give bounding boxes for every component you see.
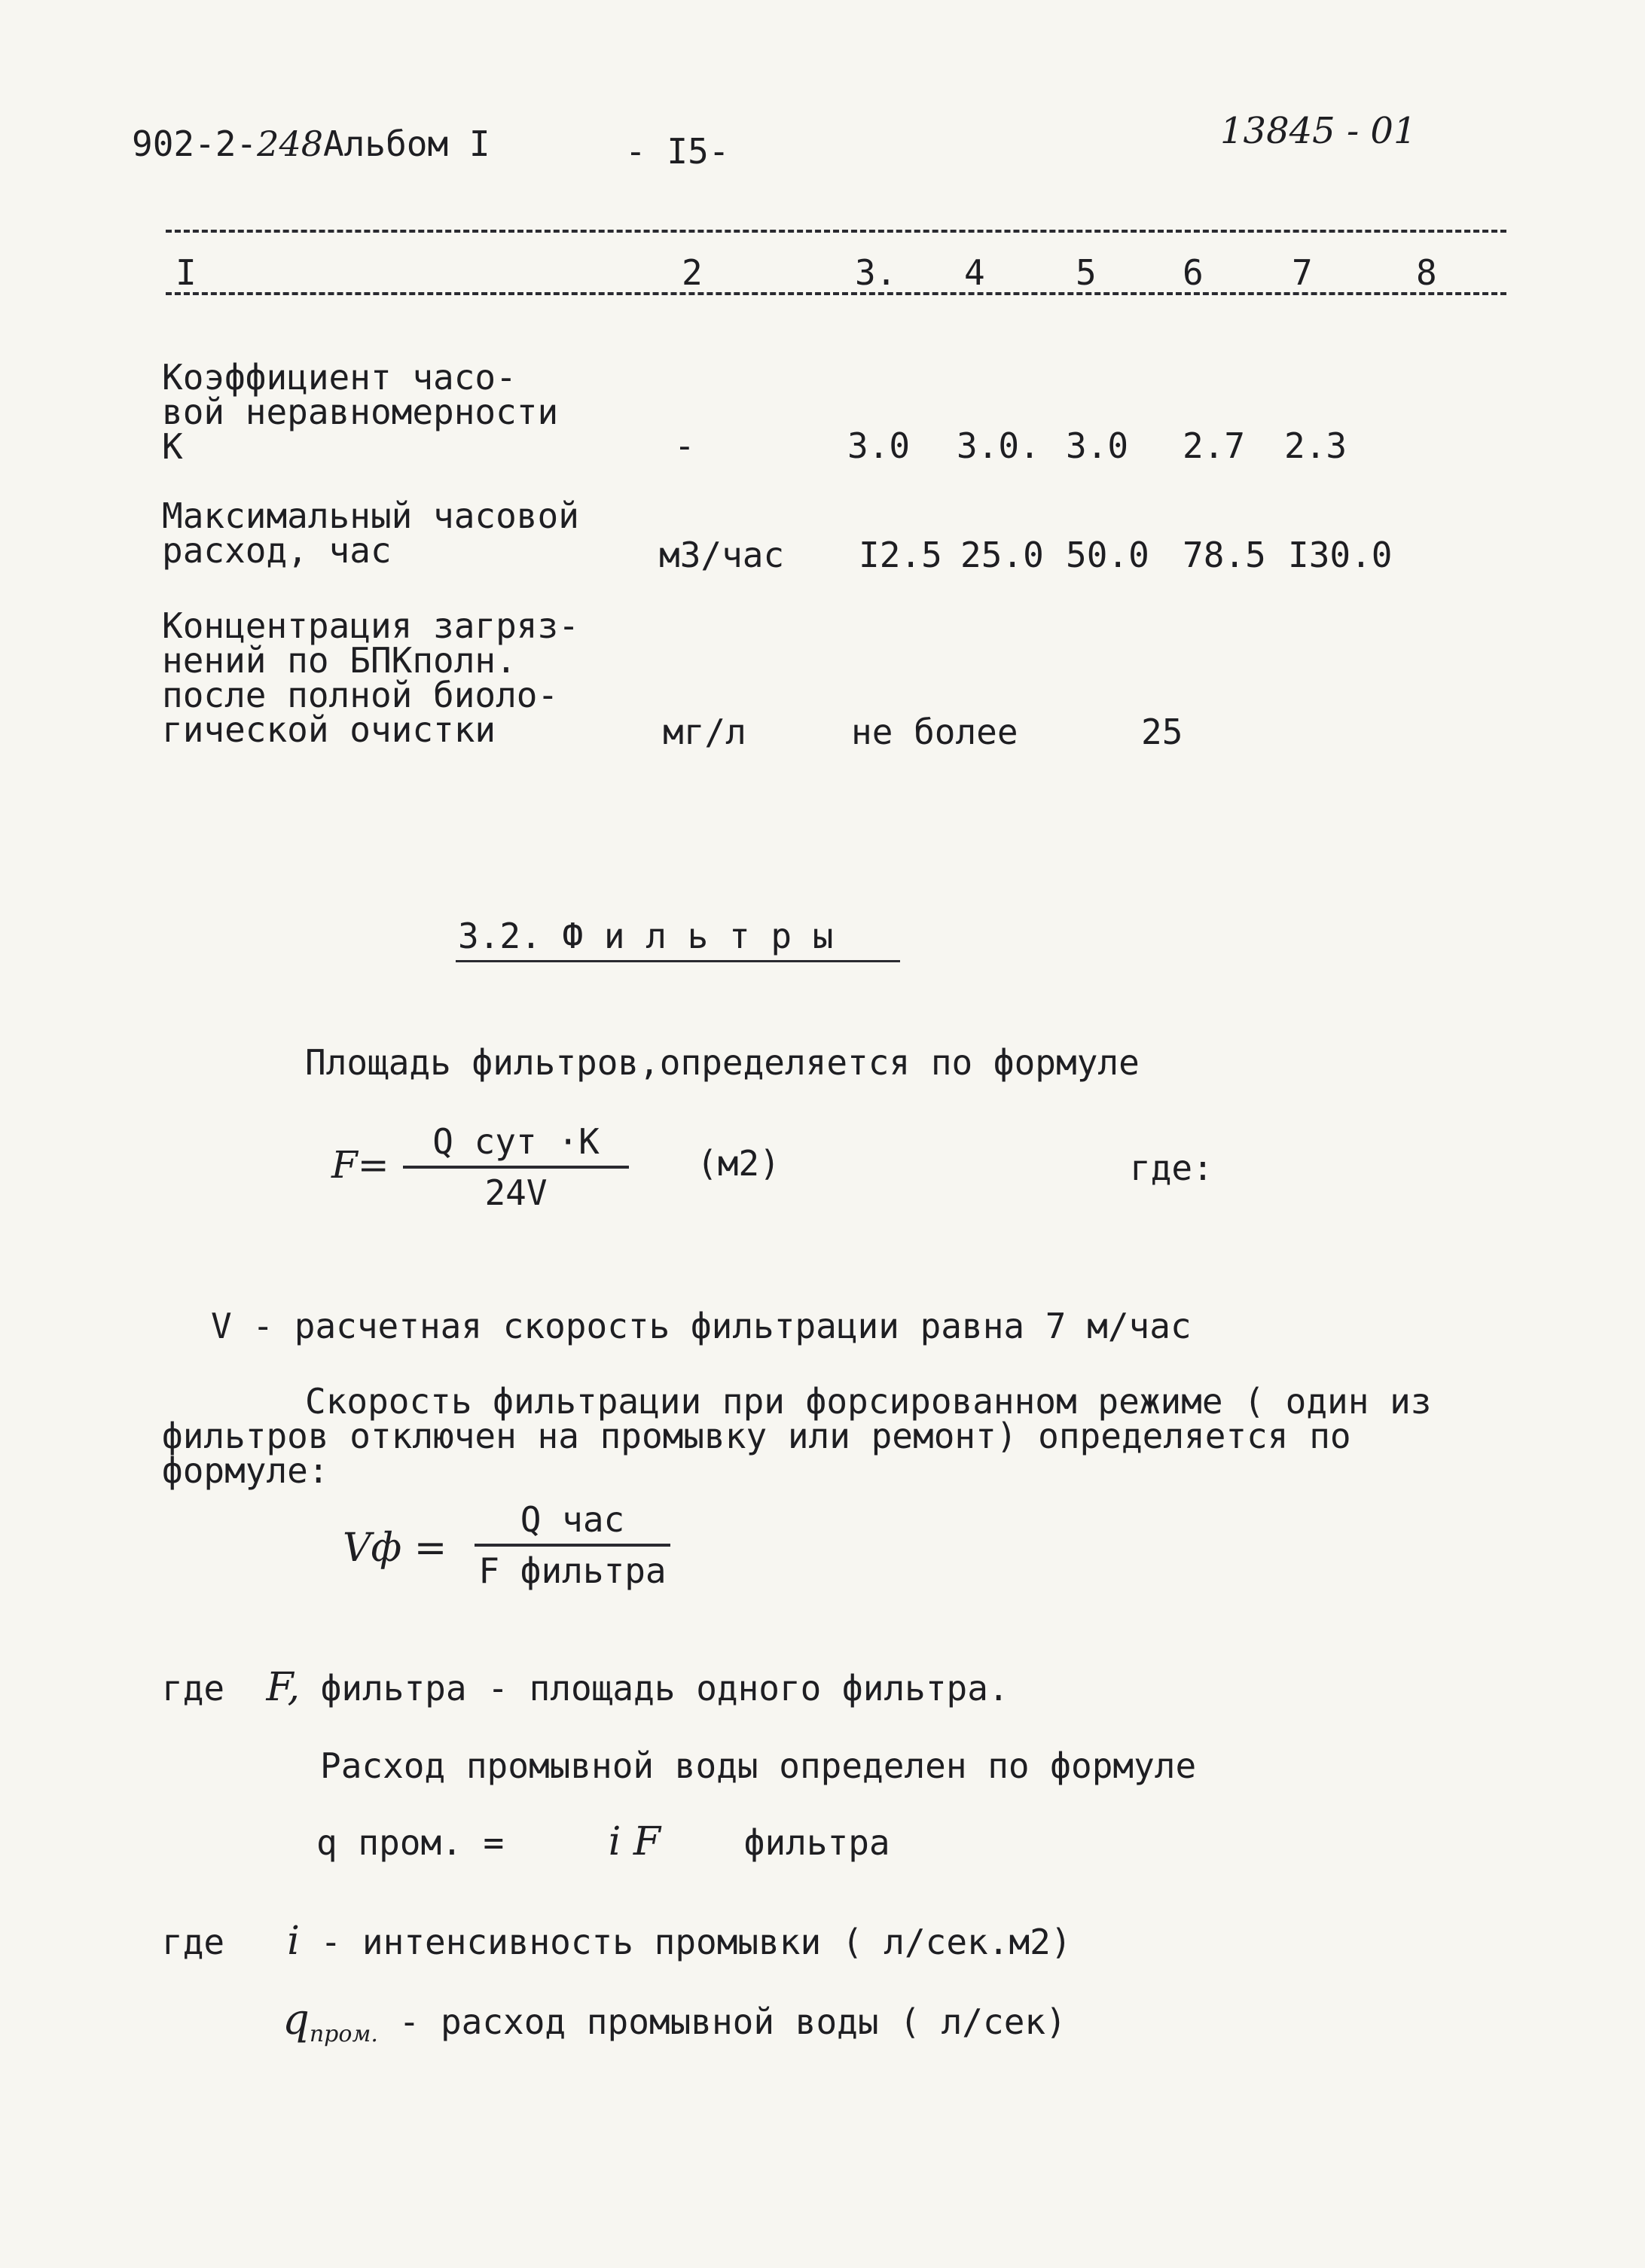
f-definition xyxy=(162,1665,1009,1710)
forced-paragraph-line-2: фильтров отключен на промывку или ремонт) определяется по xyxy=(162,1416,1351,1456)
row-1-value: 3.0. xyxy=(957,425,1040,466)
i-definition-rest: - интенсивность промывки ( л/сек.м2) xyxy=(320,1922,1072,1962)
column-number-6: 6 xyxy=(1183,252,1204,293)
formula-3-suffix: фильтра xyxy=(743,1822,890,1863)
row-2-value: 78.5 xyxy=(1183,535,1266,575)
column-number-7: 7 xyxy=(1292,252,1313,293)
row-3-label-line: нений по БПКполн. xyxy=(162,640,517,681)
section-title: 3.2. Ф и л ь т р ы xyxy=(458,916,834,956)
row-1-label-line: вой неравномерности xyxy=(162,392,559,432)
document-code xyxy=(132,123,490,164)
document-code-handwritten: 248 xyxy=(257,123,323,164)
formula-2-fraction xyxy=(475,1498,670,1592)
formula-2-numerator: Q час xyxy=(520,1499,625,1540)
q-definition-rest: - расход промывной воды ( л/сек) xyxy=(398,2001,1067,2042)
formula-1-fraction xyxy=(403,1120,629,1214)
f-definition-symbol: F, xyxy=(266,1665,300,1710)
f-definition-prefix: где xyxy=(162,1668,225,1709)
row-2-label-line: Максимальный часовой xyxy=(162,495,579,536)
table-header-rule xyxy=(166,292,1506,295)
album-label: Альбом I xyxy=(322,123,490,164)
table-column-numbers xyxy=(162,252,1518,297)
formula-1-numerator: Q сут ·К xyxy=(432,1121,600,1162)
formula-2-denominator: F фильтра xyxy=(478,1550,667,1591)
forced-paragraph-line-1: Скорость фильтрации при форсированном режиме ( один из xyxy=(305,1381,1432,1422)
row-1-values xyxy=(162,425,1518,471)
forced-paragraph-line-3: формуле: xyxy=(162,1450,329,1491)
row-3-label-line: гической очистки xyxy=(162,709,496,750)
area-intro: Площадь фильтров,определяется по формуле xyxy=(305,1042,1140,1083)
column-number-3: 3. xyxy=(855,252,897,293)
row-2-value: I30.0 xyxy=(1288,535,1393,575)
formula-1-denominator: 24V xyxy=(484,1172,548,1213)
formula-1-bar xyxy=(403,1166,629,1169)
v-definition: V - расчетная скорость фильтрации равна 7 м/час xyxy=(211,1306,1192,1346)
q-definition xyxy=(282,1995,1067,2048)
formula-2-lhs: Vф = xyxy=(343,1526,447,1571)
column-number-8: 8 xyxy=(1416,252,1437,293)
row-2-value: 50.0 xyxy=(1066,535,1149,575)
row-2-unit: м3/час xyxy=(659,535,785,575)
column-number-2: 2 xyxy=(682,252,703,293)
f-definition-rest: фильтра - площадь одного фильтра. xyxy=(320,1668,1009,1709)
formula-1-where: где: xyxy=(1130,1148,1213,1188)
row-1-label-line: Коэффициент часо- xyxy=(162,357,517,398)
i-definition-prefix: где xyxy=(162,1922,225,1962)
row-1-value: 3.0 xyxy=(847,425,911,466)
i-definition xyxy=(162,1919,1072,1964)
formula-1-unit: (м2) xyxy=(697,1143,780,1184)
column-number-5: 5 xyxy=(1076,252,1097,293)
row-2-label-line: расход, час xyxy=(162,530,392,571)
column-number-1: I xyxy=(175,252,197,293)
formula-2-bar xyxy=(475,1544,670,1547)
row-2-value: I2.5 xyxy=(859,535,942,575)
formula-3 xyxy=(316,1819,890,1864)
q-definition-subscript: пром. xyxy=(309,2021,378,2048)
page-number: - I5- xyxy=(625,131,730,172)
row-1-value: 2.3 xyxy=(1284,425,1347,466)
row-3-label-line: после полной биоло- xyxy=(162,675,559,715)
document-code-prefix: 902-2- xyxy=(132,123,258,164)
inventory-number: 13845 - 01 xyxy=(1220,110,1417,152)
wash-intro: Расход промывной воды определен по формуле xyxy=(320,1745,1197,1786)
row-3-note: не более xyxy=(851,712,1018,752)
table-top-rule xyxy=(166,230,1506,233)
row-1-label-line: К xyxy=(162,426,183,467)
row-1-unit: - xyxy=(674,425,695,466)
row-1-value: 2.7 xyxy=(1183,425,1246,466)
formula-3-rhs: i F xyxy=(608,1819,661,1864)
row-2-value: 25.0 xyxy=(960,535,1044,575)
formula-1-lhs: F= xyxy=(331,1143,389,1187)
row-1-value: 3.0 xyxy=(1066,425,1129,466)
row-3-unit: мг/л xyxy=(663,712,746,752)
row-2-values xyxy=(162,530,1518,580)
section-title-underline xyxy=(456,960,900,962)
row-3-value: 25 xyxy=(1141,712,1183,752)
row-3-label-line: Концентрация загряз- xyxy=(162,605,579,646)
q-definition-symbol: q xyxy=(282,1995,310,2044)
i-definition-symbol: i xyxy=(287,1919,300,1964)
formula-3-lhs: q пром. = xyxy=(316,1822,505,1863)
column-number-4: 4 xyxy=(964,252,985,293)
row-3-values xyxy=(162,709,1518,757)
